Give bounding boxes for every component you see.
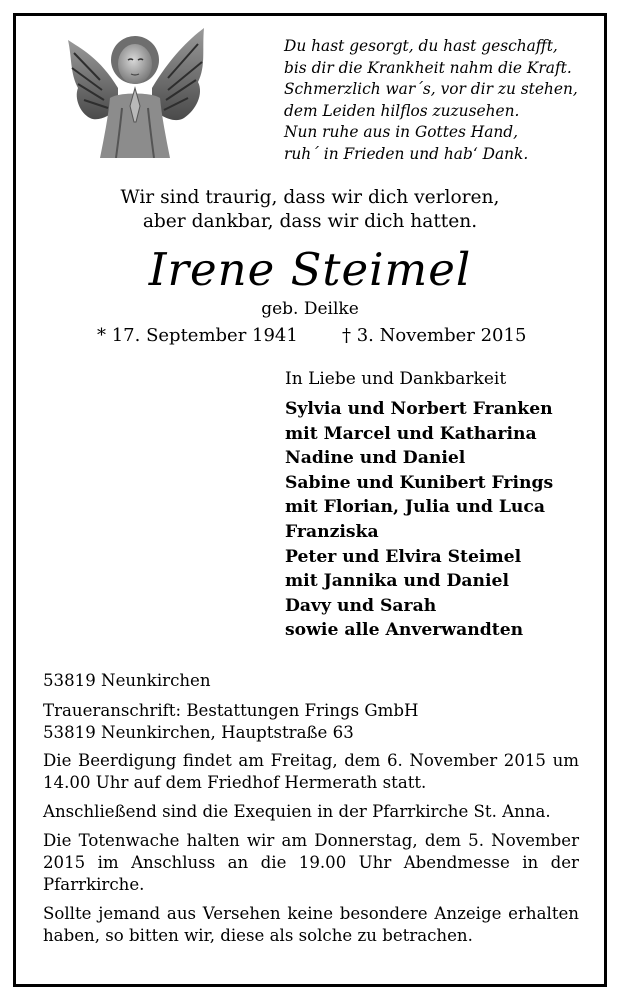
poem-line: Du hast gesorgt, du hast geschafft,: [284, 37, 558, 55]
life-dates: [97, 325, 527, 347]
intro-line: Wir sind traurig, dass wir dich verloren,: [120, 187, 500, 208]
address-line: 53819 Neunkirchen, Hauptstraße 63: [43, 723, 354, 742]
poem-line: bis dir die Krankheit nahm die Kraft.: [284, 58, 572, 77]
city-line: 53819 Neunkirchen: [43, 671, 211, 690]
maiden-name: geb. Deilke: [261, 299, 359, 319]
thanks-line: In Liebe und Dankbarkeit: [285, 369, 507, 389]
poem-line: Nun ruhe aus in Gottes Hand,: [284, 123, 519, 141]
mourning-address: [43, 700, 579, 744]
poem: [284, 36, 578, 165]
death-date: † 3. November 2015: [342, 325, 527, 346]
notice-text: Sollte jemand aus Versehen keine besondere Anzeige erhalten haben, so bitten wir, diese als solche zu betrachen.: [43, 904, 579, 945]
family-line: Sylvia und Norbert Franken: [285, 399, 553, 419]
poem-line: Schmerzlich war´s, vor dir zu stehen,: [284, 80, 578, 98]
funeral-text: Die Beerdigung findet am Freitag, dem 6. November 2015 um 14.00 Uhr auf dem Friedhof Hermerath statt.: [43, 751, 579, 792]
family-line: mit Florian, Julia und Luca: [285, 497, 546, 518]
family-list: [285, 397, 553, 643]
family-line: Nadine und Daniel: [285, 448, 466, 469]
poem-line: ruh´ in Frieden und hab‘ Dank.: [284, 144, 529, 163]
birth-date: * 17. September 1941: [97, 325, 298, 346]
family-line: sowie alle Anverwandten: [285, 620, 524, 641]
family-line: Peter und Elvira Steimel: [285, 546, 522, 567]
family-line: Sabine und Kunibert Frings: [285, 472, 554, 493]
funeral-info: [43, 670, 579, 947]
intro-text: [0, 186, 620, 234]
deceased-name: Irene Steimel: [148, 243, 472, 296]
family-line: Franziska: [285, 521, 379, 542]
intro-line: aber dankbar, dass wir dich hatten.: [142, 211, 478, 232]
poem-line: dem Leiden hilflos zuzusehen.: [284, 101, 520, 120]
address-line: Traueranschrift: Bestattungen Frings GmbH: [43, 701, 419, 720]
exequien-text: Anschließend sind die Exequien in der Pfarrkirche St. Anna.: [43, 802, 551, 821]
angel-statue-image: [60, 18, 210, 158]
family-line: mit Jannika und Daniel: [285, 571, 509, 592]
family-line: Davy und Sarah: [285, 595, 437, 616]
wake-text: Die Totenwache halten wir am Donnerstag, dem 5. November 2015 im Anschluss an die 19.00 Uhr Abendmesse in der Pfarrkirche.: [43, 831, 579, 894]
family-line: mit Marcel und Katharina: [285, 423, 537, 444]
